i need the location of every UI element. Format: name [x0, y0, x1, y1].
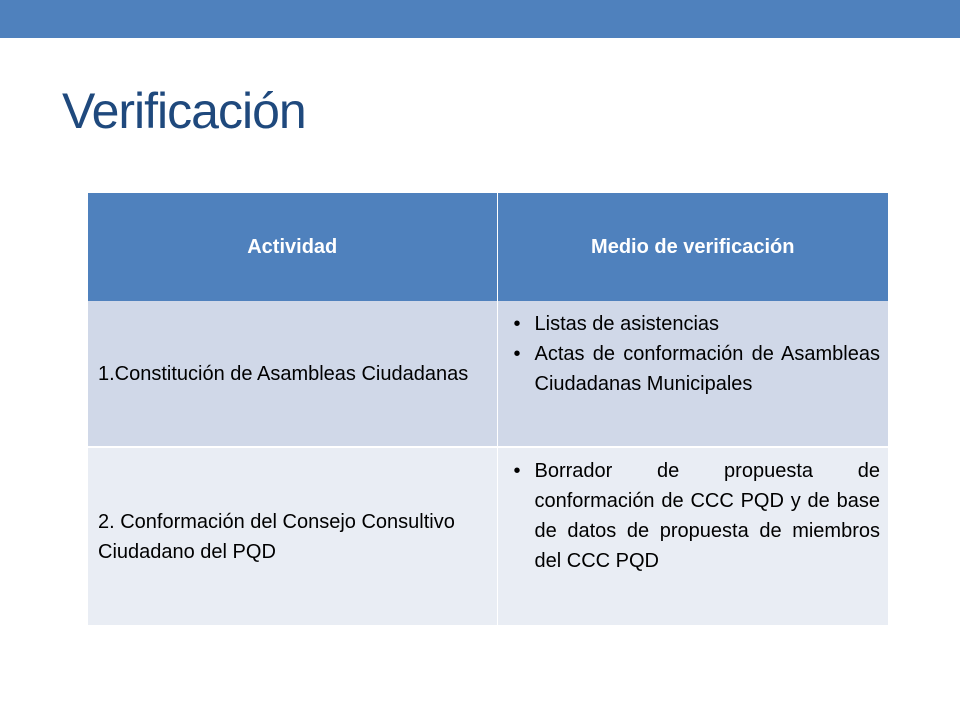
- evidence-cell: [497, 301, 888, 447]
- evidence-item: • Actas de conformación de Asambleas Ciudadanas Municipales: [508, 339, 881, 399]
- top-accent-bar: [0, 0, 960, 38]
- evidence-item: • Listas de asistencias: [508, 309, 881, 339]
- evidence-list: [508, 309, 881, 399]
- header-verification-means: Medio de verificación: [497, 193, 888, 301]
- evidence-item: • Borrador de propuesta de conformación de CCC PQD y de base de datos de propuesta de miembros del CCC PQD: [508, 456, 881, 576]
- activity-cell: 1.Constitución de Asambleas Ciudadanas: [88, 301, 497, 447]
- table-header-row: [88, 193, 888, 301]
- activity-cell: 2. Conformación del Consejo Consultivo Ciudadano del PQD: [88, 447, 497, 625]
- verification-table: [88, 193, 888, 625]
- evidence-cell: [497, 447, 888, 625]
- slide-title: Verificación: [62, 83, 306, 139]
- evidence-list: [508, 456, 881, 576]
- table-row: [88, 447, 888, 625]
- table-row: [88, 301, 888, 447]
- header-activity: Actividad: [88, 193, 497, 301]
